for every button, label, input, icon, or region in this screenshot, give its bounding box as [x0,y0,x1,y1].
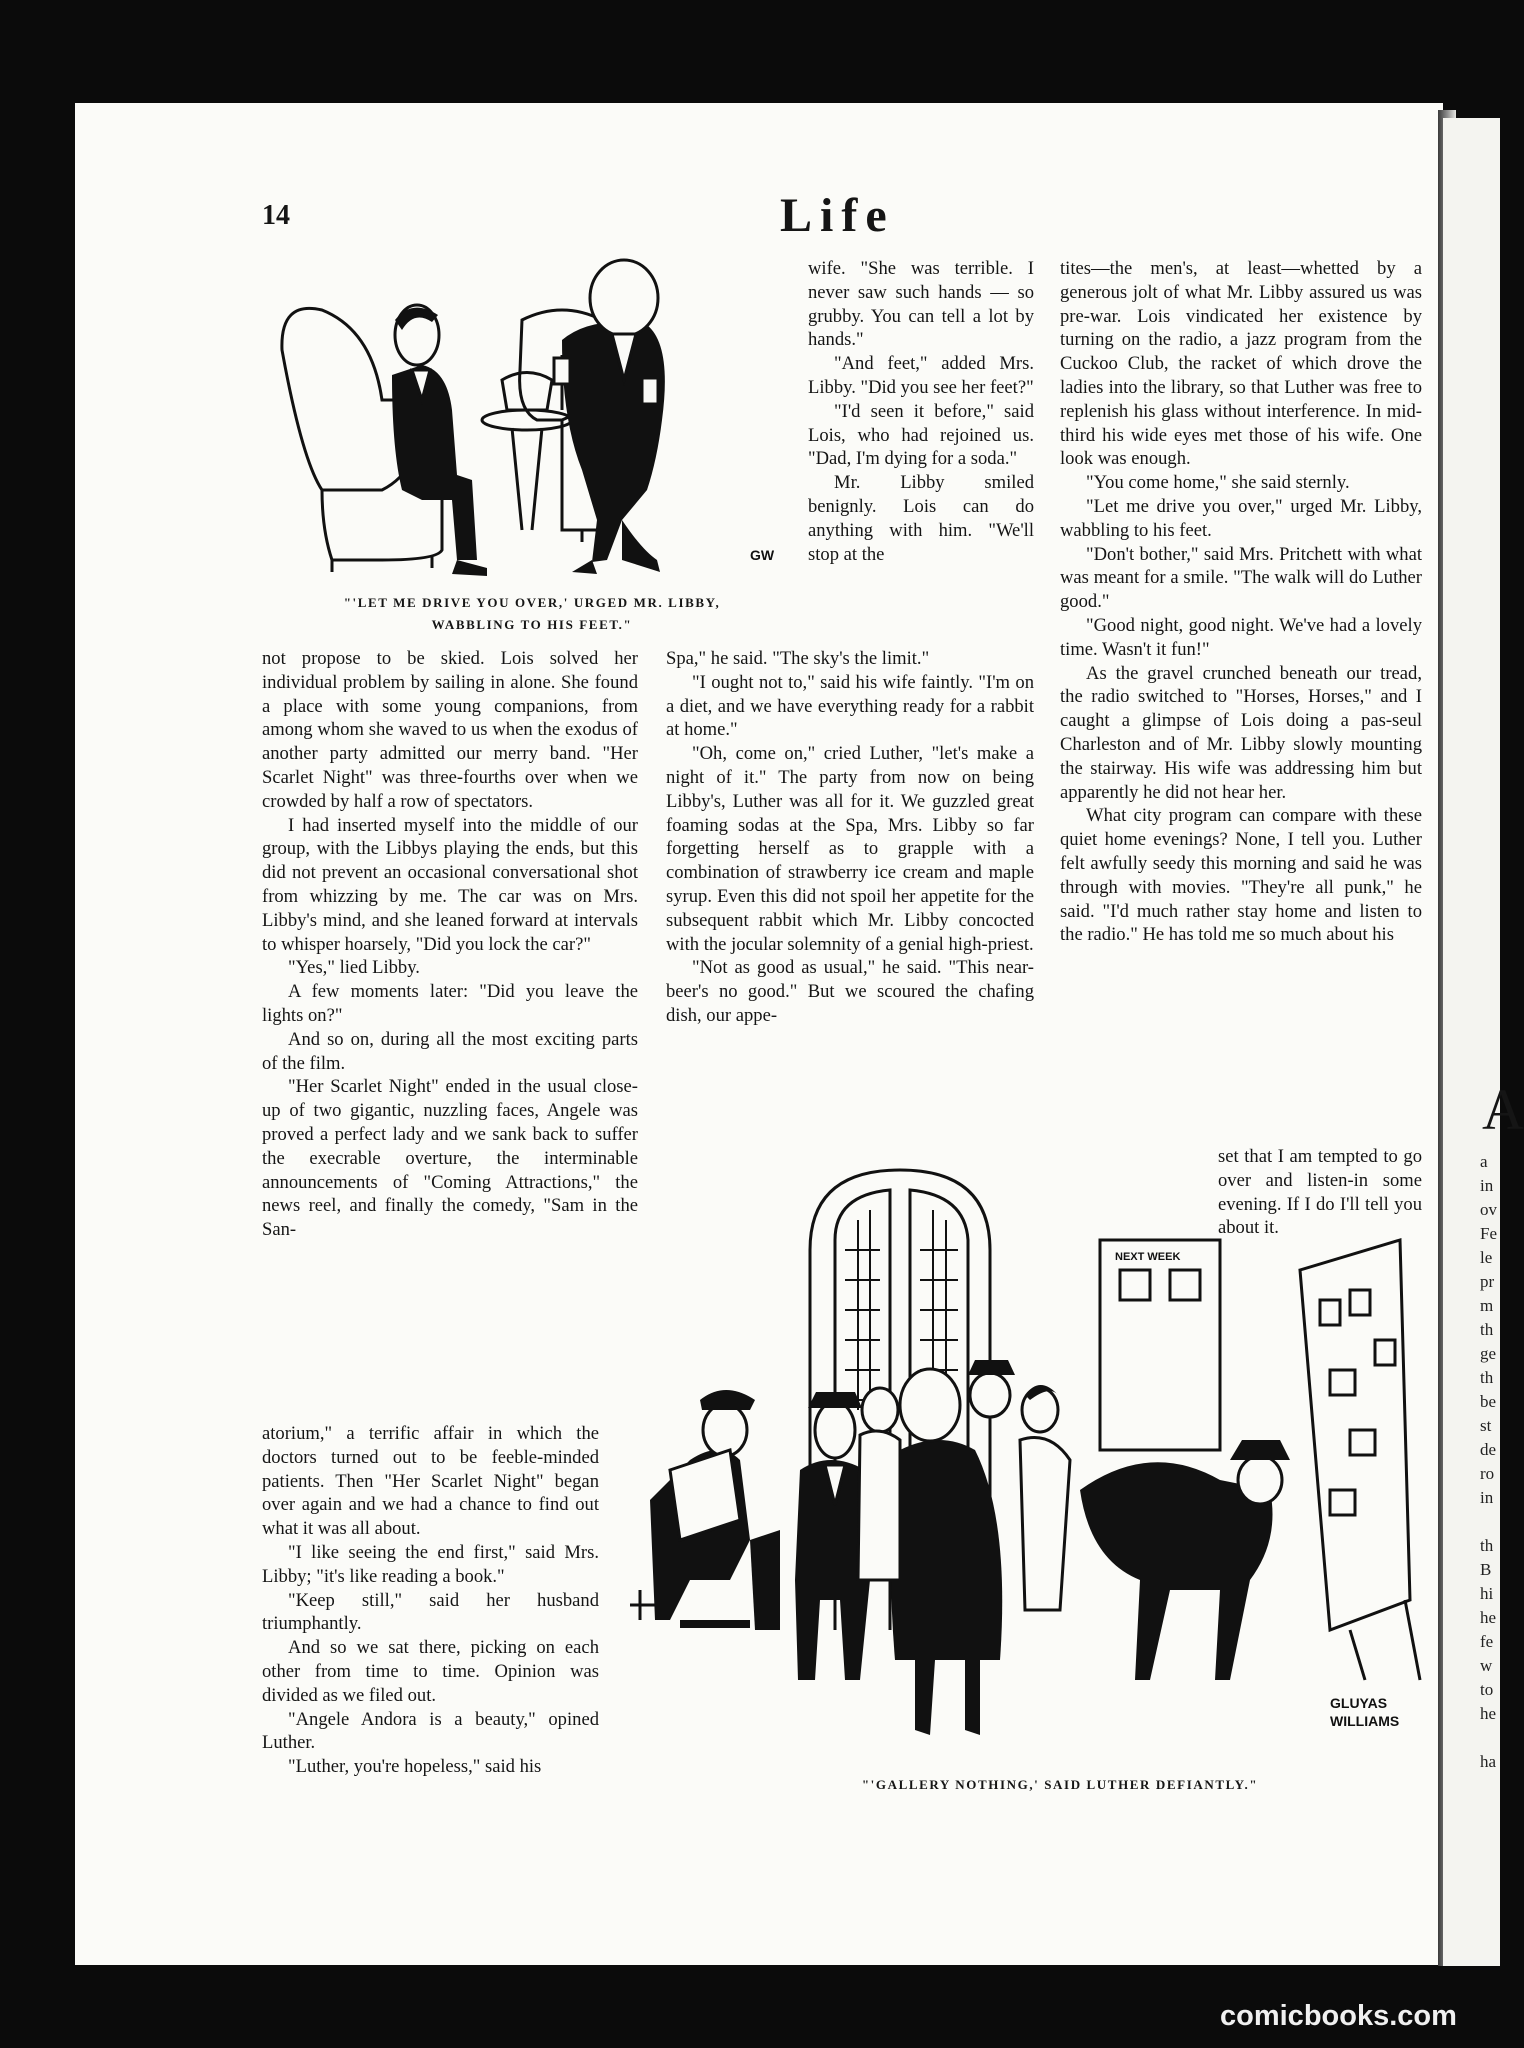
paragraph: "Keep still," said her husband triumphantly. [262,1589,599,1635]
bottom-signature-line-1: GLUYAS [1330,1695,1388,1711]
text-column-2-top [808,257,1034,566]
paragraph: Mr. Libby smiled benignly. Lois can do anything with him. "We'll stop at the [808,472,1034,565]
top-illustration-caption [262,592,802,636]
paragraph: "You come home," she said sternly. [1086,472,1350,494]
paragraph: not propose to be skied. Lois solved her individual problem by sailing in alone. She found a place with some young companions, from among whom she waved to us when the exodus of another party admitted our merry band. "Her Scarlet Night" was three-fourths over when we crowded by half a row of spectators. [262,648,638,812]
masthead: Life [780,189,895,242]
top-illustration-signature: GW [750,547,775,563]
top-caption-line-2: WABBLING TO HIS FEET." [431,617,633,632]
bottom-illustration [630,1160,1420,1760]
page-number: 14 [262,200,290,231]
paragraph: "Oh, come on," cried Luther, "let's make a night of it." The party from now on being Libby's, Luther was all for it. We guzzled great foaming sodas at the Spa, Mrs. Libby so far forgetting herself as to grapple with a combination of strawberry ice cream and maple syrup. Even this did not spoil her appetite for the subsequent rabbit which Mr. Libby concocted with the jocular solemnity of a genial high-priest. [666,743,1034,955]
top-illustration [262,260,782,590]
paragraph: "I like seeing the end first," said Mrs. Libby; "it's like reading a book." [262,1541,599,1587]
paragraph: "Good night, good night. We've had a lovely time. Wasn't it fun!" [1060,614,1422,660]
paragraph: "Yes," lied Libby. [288,957,420,979]
paragraph: And so on, during all the most exciting parts of the film. [262,1028,638,1074]
text-column-3 [1060,257,1422,947]
paragraph: And so we sat there, picking on each other from time to time. Opinion was divided as we filed out. [262,1637,599,1706]
top-caption-line-1: "'LET ME DRIVE YOU OVER,' URGED MR. LIBBY, [343,595,721,610]
paragraph: "Don't bother," said Mrs. Pritchett with what was meant for a smile. "The walk will do Luther good." [1060,543,1422,613]
board-label: NEXT WEEK [1115,1251,1181,1263]
paragraph: "I ought not to," said his wife faintly. "I'm on a diet, and we have everything ready for a rabbit at home." [666,671,1034,741]
text-column-1 [262,647,638,1242]
paragraph: set that I am tempted to go over and listen-in some evening. If I do I'll tell you about it. [1218,1146,1422,1239]
paragraph: Spa," he said. "The sky's the limit." [666,648,930,669]
paragraph: As the gravel crunched beneath our tread, the radio switched to "Horses, Horses," and I caught a glimpse of Lois doing a pas-seul Charleston and of Mr. Libby slowly mounting the stairway. His wife was addressing him but apparently he did not hear her. [1060,662,1422,803]
paragraph: "Luther, you're hopeless," said his [288,1756,542,1778]
paragraph: wife. "She was terrible. I never saw such hands — so grubby. You can tell a lot by hands." [808,258,1034,351]
paragraph: "Her Scarlet Night" ended in the usual close-up of two gigantic, nuzzling faces, Angele was proved a perfect lady and we sank back to suffer the execrable overture, the interminable announcements of "Coming Attractions," the news reel, and finally the comedy, "Sam in the San- [262,1076,638,1241]
text-column-1-narrow [262,1422,599,1779]
text-column-2 [666,647,1034,1028]
bottom-signature-line-2: WILLIAMS [1330,1713,1400,1729]
paragraph: "I'd seen it before," said Lois, who had rejoined us. "Dad, I'm dying for a soda." [808,400,1034,470]
paragraph: "Angele Andora is a beauty," opined Luther. [262,1708,599,1754]
paragraph: I had inserted myself into the middle of our group, with the Libbys playing the ends, but this did not prevent an occasional conversational shot from whizzing by me. The car was on Mrs. Libby's mind, and she leaned forward at intervals to whisper hoarsely, "Did you lock the car?" [262,814,638,955]
facing-page-drop-cap: A [1482,1077,1524,1142]
paragraph: "Not as good as usual," he said. "This near-beer's no good." But we scoured the chafing dish, our appe- [666,957,1034,1026]
site-watermark: comicbooks.com [1220,2000,1457,2032]
facing-page-text-fragment: a in ov Fe le pr m th ge th be st de ro in th B hi he fe w to he ha [1480,1152,1497,1771]
paragraph: A few moments later: "Did you leave the lights on?" [262,981,638,1026]
paragraph: What city program can compare with these quiet home evenings? None, I tell you. Luther felt awfully seedy this morning and said he was through with movies. "They're all punk," he said. "I'd much rather stay home and listen to the radio." He has told me so much about his [1060,805,1422,946]
paragraph: atorium," a terrific affair in which the doctors turned out to be feeble-minded patients. Then "Her Scarlet Night" began over again and we had a chance to find out what it was all about. [262,1423,599,1540]
paragraph: tites—the men's, at least—whetted by a generous jolt of what Mr. Libby assured us was pre-war. Lois vindicated her existence by turning on the radio, a jazz program from the Cuckoo Club, the racket of which drove the ladies into the library, so that Luther was free to replenish his glass without interference. In mid-third his wide eyes met those of his wife. One look was enough. [1060,258,1422,470]
bottom-illustration-caption: "'GALLERY NOTHING,' SAID LUTHER DEFIANTLY." [861,1777,1259,1792]
paragraph: "Let me drive you over," urged Mr. Libby, wabbling to his feet. [1060,495,1422,541]
paragraph: "And feet," added Mrs. Libby. "Did you see her feet?" [808,353,1034,398]
